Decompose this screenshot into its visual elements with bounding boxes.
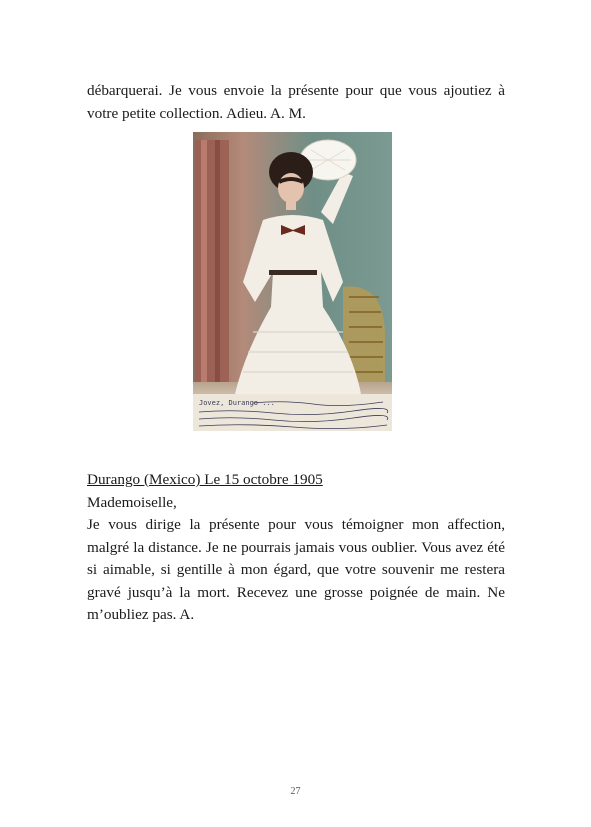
vintage-postcard-photo [193,132,392,431]
letter-heading: Durango (Mexico) Le 15 octobre 1905 [87,471,323,488]
page-number: 27 [290,786,301,797]
letter-greeting: Mademoiselle, [87,493,177,511]
letter-body: Je vous dirige la présente pour vous témoigner mon affection, malgré la distance. Je ne pourrais jamais vous oublier. Vous avez été si aimable, si gentille à mon égard, que votre souvenir me restera gravé jusqu’à la mort. Recevez une grosse poignée de main. Ne m’oubliez pas. A. [87,516,505,623]
letter-section [87,469,505,627]
continued-paragraph: débarquerai. Je vous envoie la présente pour que vous ajoutiez à votre petite collection. Adieu. A. M. [87,82,505,122]
postcard-caption: Jovez, Durango ... [199,399,275,407]
